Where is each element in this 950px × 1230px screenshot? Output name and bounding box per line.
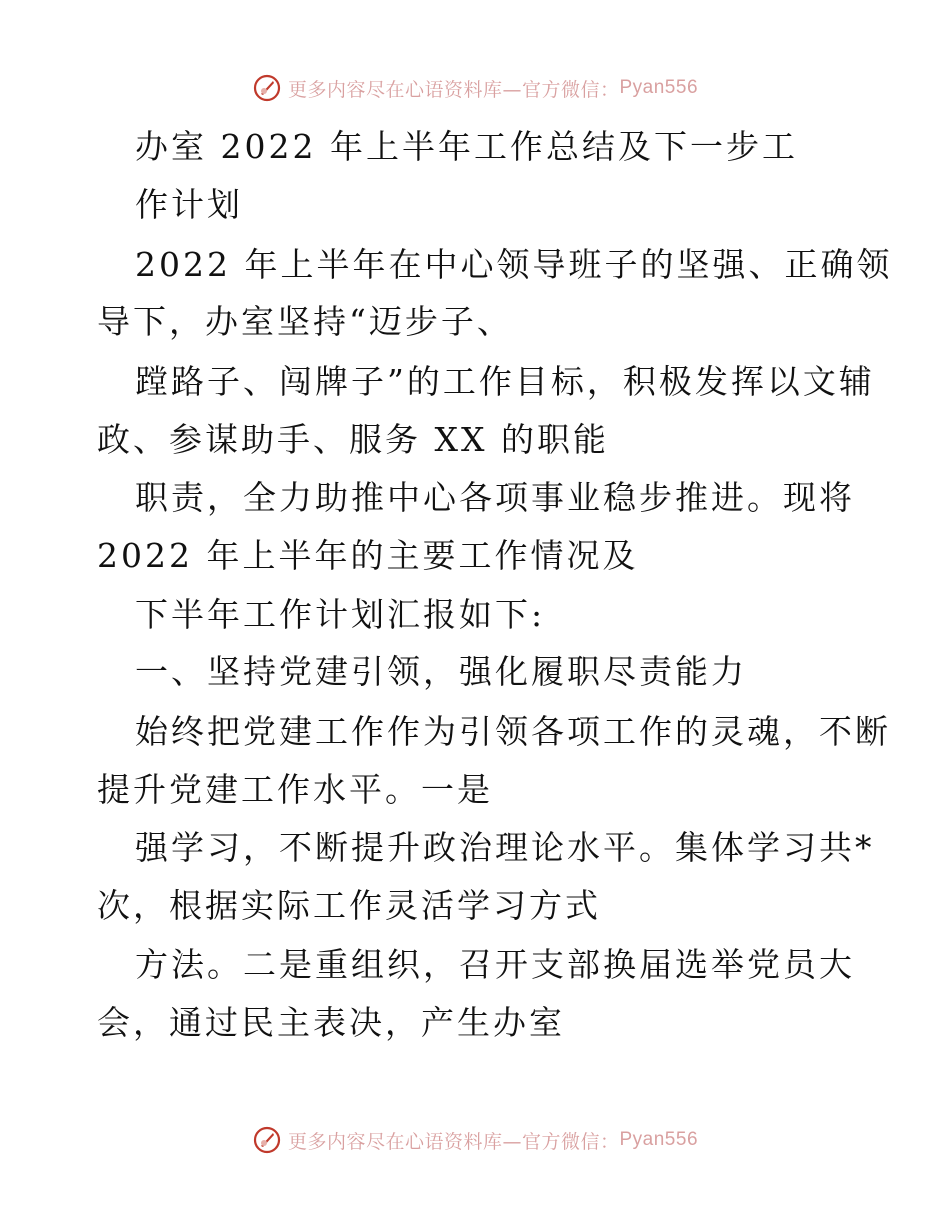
doc-title-line-1: 办室 2022 年上半年工作总结及下一步工 xyxy=(135,127,798,166)
doc-text-line: 下半年工作计划汇报如下: xyxy=(135,595,546,634)
watermark-account: Pyan556 xyxy=(619,77,699,98)
doc-text-line: 方法。二是重组织，召开支部换届选举党员大 xyxy=(135,945,855,984)
doc-text-line: 导下，办室坚持“迈步子、 xyxy=(97,302,513,341)
doc-title-line-2: 作计划 xyxy=(135,185,243,224)
doc-text-line: 始终把党建工作作为引领各项工作的灵魂，不断 xyxy=(135,712,891,751)
doc-text-line: 强学习，不断提升政治理论水平。集体学习共* xyxy=(135,828,875,867)
doc-text-line: 2022 年上半年的主要工作情况及 xyxy=(97,536,639,575)
watermark-account: Pyan556 xyxy=(619,1129,699,1150)
doc-text-line: 蹚路子、闯牌子”的工作目标，积极发挥以文辅 xyxy=(135,362,875,401)
watermark-text: 更多内容尽在心语资料库—官方微信： xyxy=(287,78,620,101)
doc-text-line: 2022 年上半年在中心领导班子的坚强、正确领 xyxy=(135,245,893,284)
doc-section-heading: 一、坚持党建引领，强化履职尽责能力 xyxy=(135,652,747,691)
doc-text-line: 会，通过民主表决，产生办室 xyxy=(97,1003,565,1042)
quill-logo-icon xyxy=(252,1125,282,1155)
doc-text-line: 职责，全力助推中心各项事业稳步推进。现将 xyxy=(135,478,855,517)
watermark-footer xyxy=(0,1120,950,1160)
doc-text-line: 政、参谋助手、服务 XX 的职能 xyxy=(97,420,609,459)
doc-text-line: 提升党建工作水平。一是 xyxy=(97,770,493,809)
watermark-text: 更多内容尽在心语资料库—官方微信： xyxy=(287,1130,620,1153)
doc-text-line: 次，根据实际工作灵活学习方式 xyxy=(97,886,601,925)
quill-logo-icon xyxy=(252,73,282,103)
watermark-header xyxy=(0,68,950,108)
